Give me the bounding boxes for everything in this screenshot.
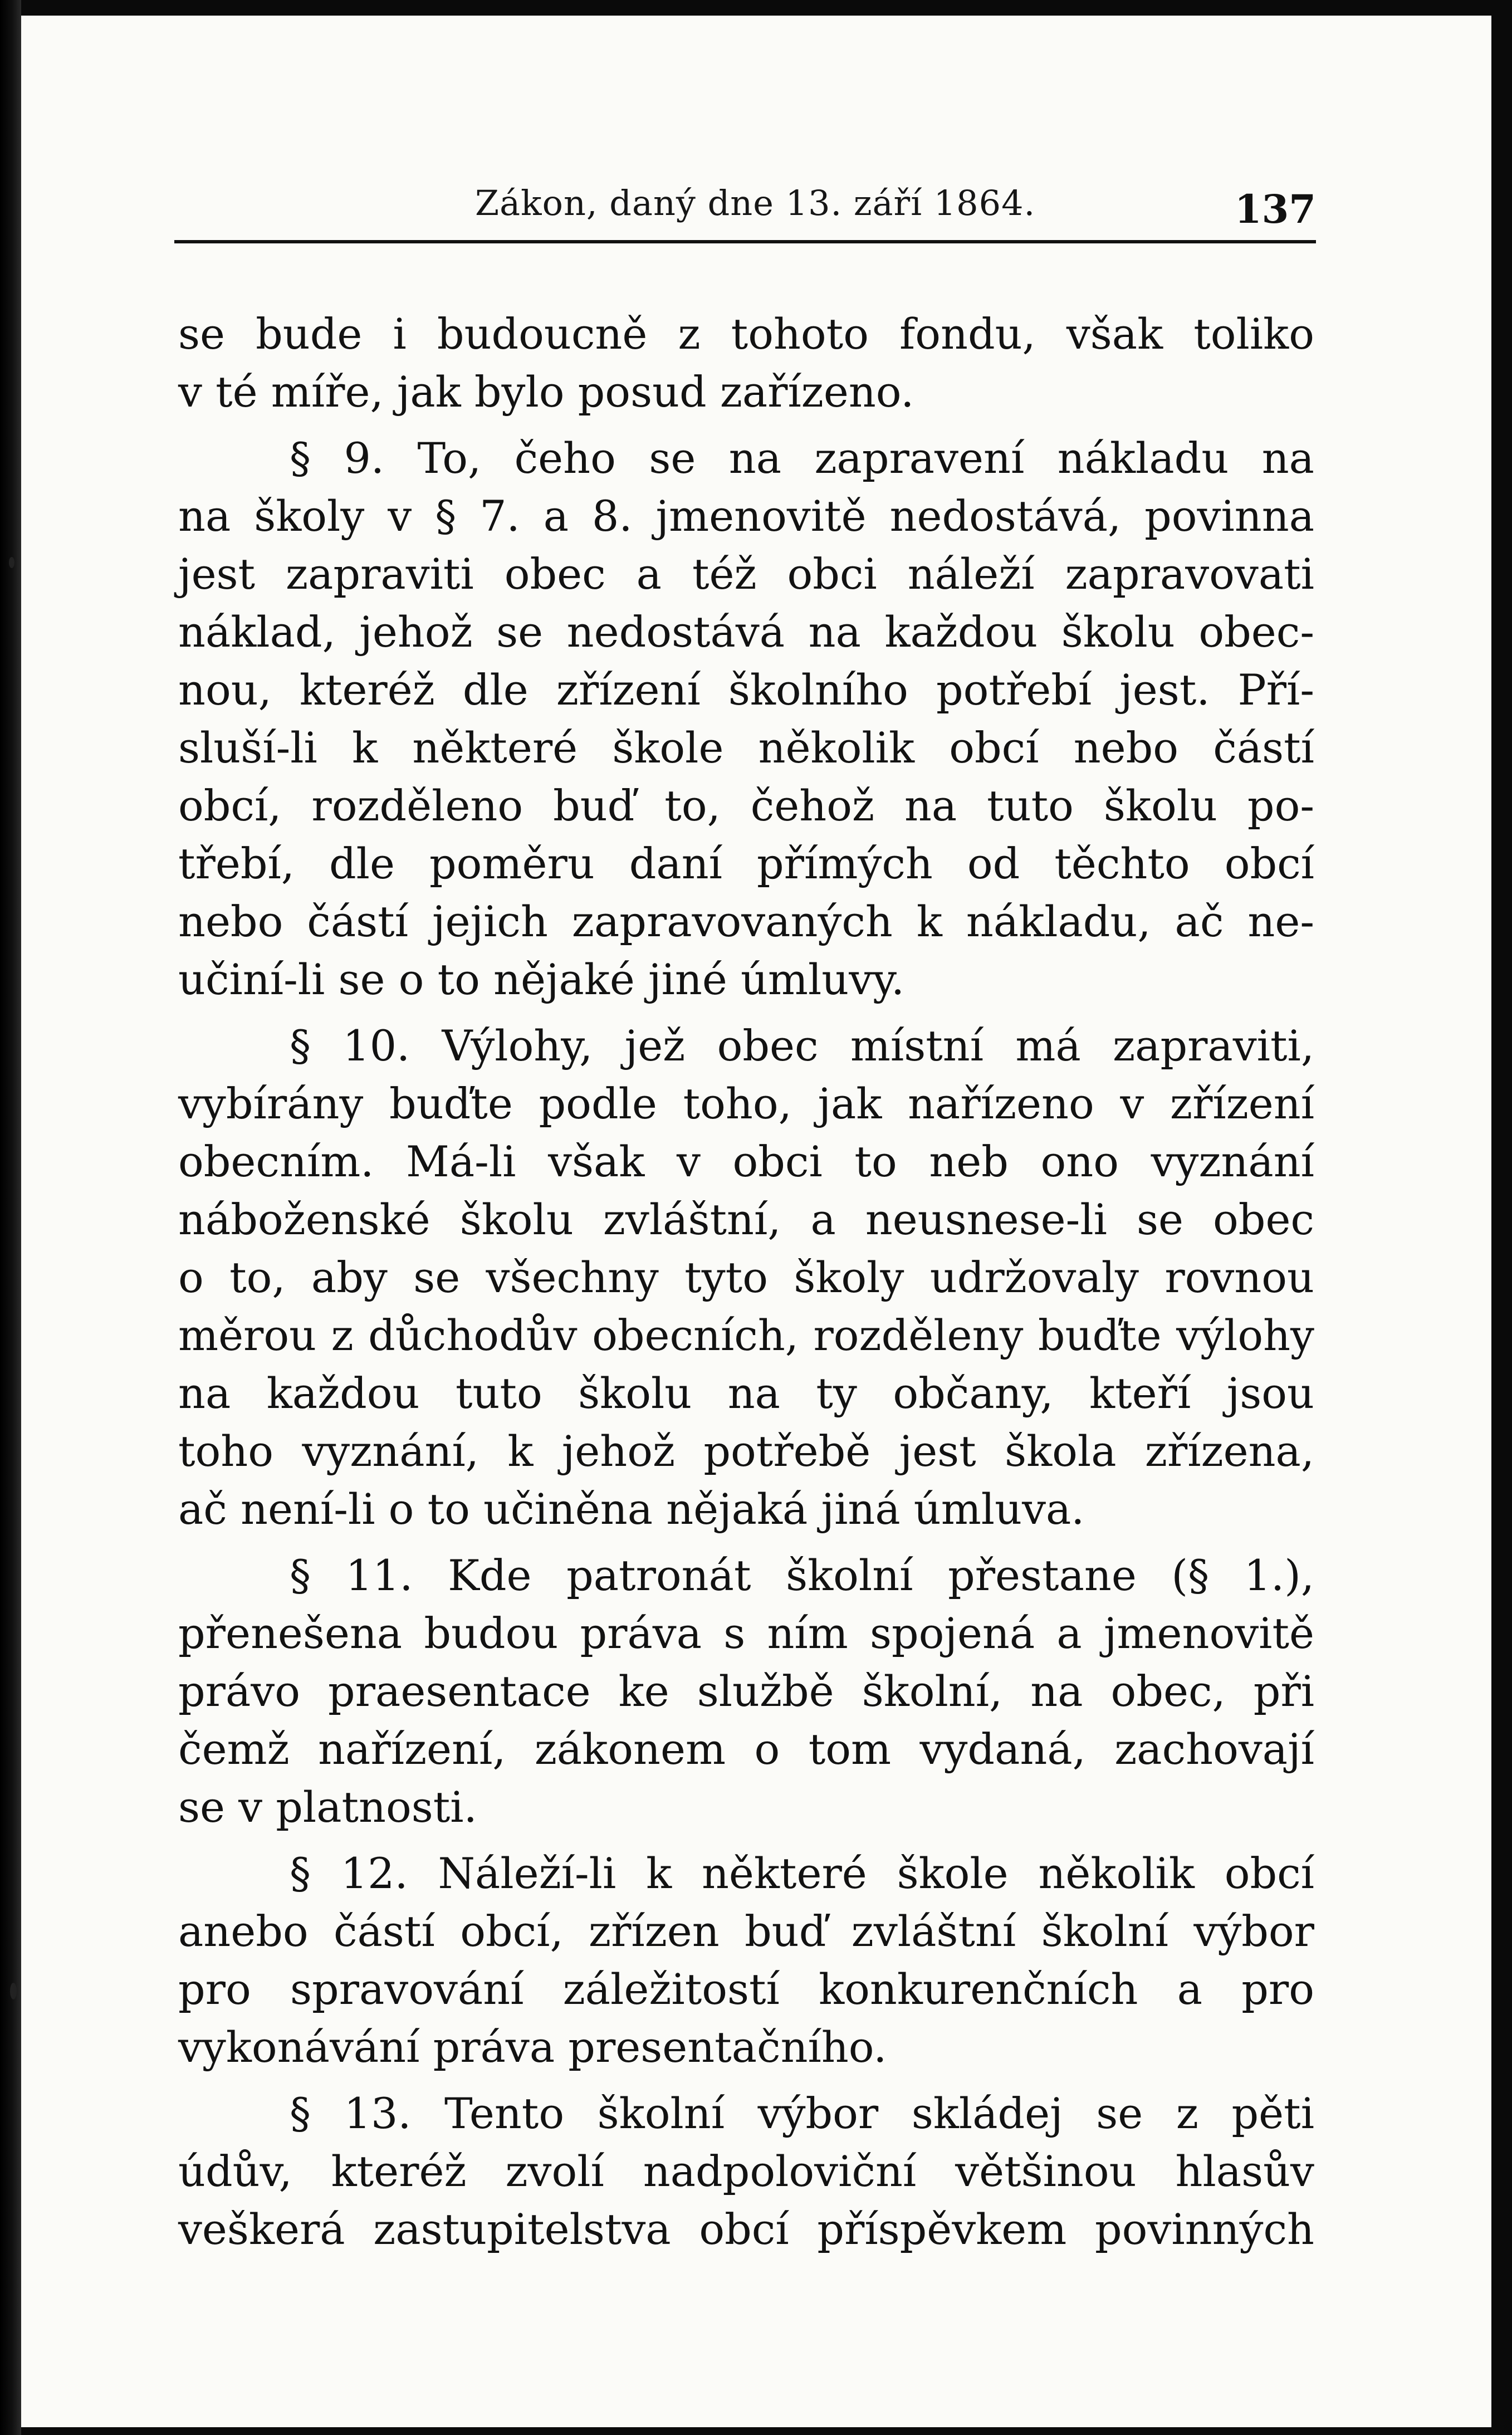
text-line: o to, aby se všechny tyto školy udržovaly rovnou <box>178 1253 1314 1302</box>
text-line: nebo částí jejich zapravovaných k nákladu, ač ne- <box>178 897 1314 946</box>
text-line: se v platnosti. <box>178 1782 477 1832</box>
body-text <box>178 305 1314 2258</box>
text-line: § 13. Tento školní výbor skládej se z pěti <box>290 2089 1314 2138</box>
text-line: § 12. Náleží-li k některé škole několik obcí <box>290 1849 1314 1898</box>
text-line: čemž nařízení, zákonem o tom vydaná, zachovají <box>178 1724 1314 1774</box>
text-line: obecním. Má-li však v obci to neb ono vyznání <box>178 1137 1314 1186</box>
text-line: na školy v § 7. a 8. jmenovitě nedostává, povinna <box>178 491 1314 541</box>
text-line: sluší-li k některé škole několik obcí nebo částí <box>178 723 1314 772</box>
page-number: 137 <box>1234 186 1316 232</box>
scan-left-edge <box>0 0 21 2435</box>
text-line: přenešena budou práva s ním spojená a jmenovitě <box>178 1608 1314 1658</box>
text-line: měrou z důchodův obecních, rozděleny buďte výlohy <box>178 1311 1314 1360</box>
text-line: právo praesentace ke službě školní, na obec, při <box>178 1666 1314 1716</box>
text-line: třebí, dle poměru daní přímých od těchto obcí <box>178 839 1314 888</box>
text-line: § 11. Kde patronát školní přestane (§ 1.), <box>290 1551 1314 1600</box>
text-line: na každou tuto školu na ty občany, kteří jsou <box>178 1368 1314 1418</box>
text-line: ač není-li o to učiněna nějaká jiná úmluva. <box>178 1484 1085 1534</box>
text-line: v té míře, jak bylo posud zařízeno. <box>178 367 914 417</box>
text-line: § 10. Výlohy, jež obec místní má zapraviti, <box>290 1021 1314 1070</box>
running-header <box>174 176 1316 243</box>
text-line: se bude i budoucně z tohoto fondu, však toliko <box>178 309 1314 359</box>
text-line: veškerá zastupitelstva obcí příspěvkem povinných <box>178 2204 1314 2254</box>
text-line: anebo částí obcí, zřízen buď zvláštní školní výbor <box>178 1906 1314 1956</box>
text-line: pro spravování záležitostí konkurenčních a pro <box>178 1964 1314 2014</box>
text-line: toho vyznání, k jehož potřebě jest škola zřízena, <box>178 1426 1314 1476</box>
text-line: vykonávání práva presentačního. <box>178 2022 887 2072</box>
text-line: vybírány buďte podle toho, jak nařízeno v zřízení <box>178 1079 1314 1128</box>
text-line: obcí, rozděleno buď to, čehož na tuto školu po- <box>178 781 1314 830</box>
text-line: jest zapraviti obec a též obci náleží zapravovati <box>178 549 1314 599</box>
text-line: náboženské školu zvláštní, a neusnese-li se obec <box>178 1195 1314 1244</box>
text-line: nou, kteréž dle zřízení školního potřebí jest. Pří- <box>178 665 1314 715</box>
running-title: Zákon, daný dne 13. září 1864. <box>475 183 1036 223</box>
scan-speck <box>10 1983 17 1999</box>
scan-speck <box>9 557 14 568</box>
text-line: náklad, jehož se nedostává na každou školu obec- <box>178 607 1314 657</box>
text-line: údův, kteréž zvolí nadpoloviční většinou hlasův <box>178 2146 1314 2196</box>
text-line: učiní-li se o to nějaké jiné úmluvy. <box>178 955 905 1004</box>
text-line: § 9. To, čeho se na zapravení nákladu na <box>290 433 1314 483</box>
